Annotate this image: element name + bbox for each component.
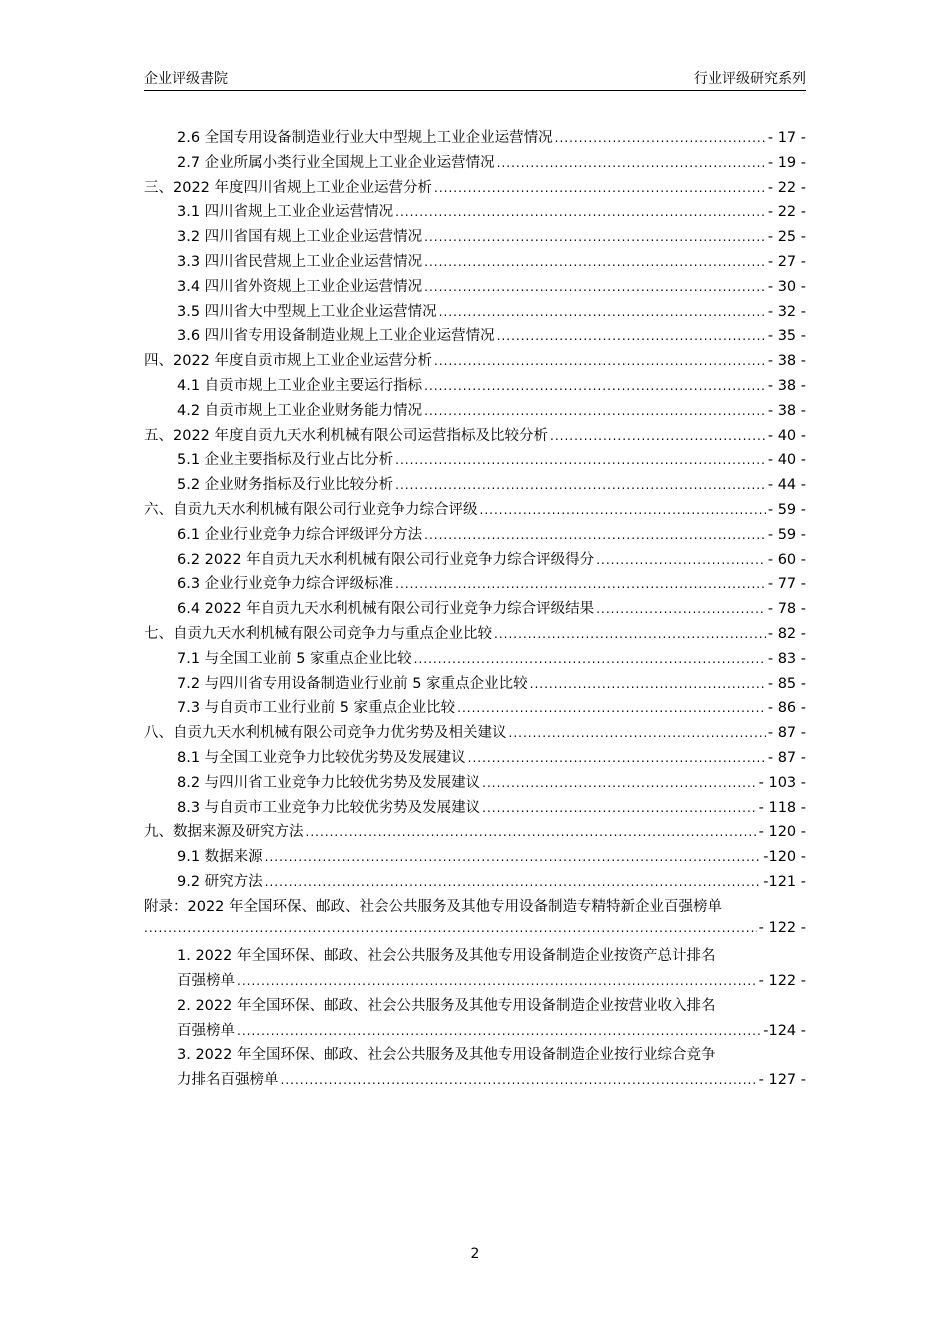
toc-page-number: -121 - [763,873,806,890]
toc-page-number: - 40 - [767,427,806,444]
table-of-contents [144,126,806,1093]
toc-appendix-title: 附录：2022 年全国环保、邮政、社会公共服务及其他专用设备制造专精特新企业百强榜单 [144,898,723,915]
toc-entry[interactable] [144,126,806,151]
toc-entry-title: 九、数据来源及研究方法 [144,824,304,841]
toc-leader-dots [306,824,757,840]
toc-entry-title: 3.6 四川省专用设备制造业规上工业企业运营情况 [177,328,495,345]
toc-page-number: - 83 - [767,650,806,667]
toc-entries [144,126,806,895]
toc-entry-title: 7.1 与全国工业前 5 家重点企业比较 [177,650,412,667]
toc-entry[interactable] [144,374,806,399]
toc-entry-title: 2.7 企业所属小类行业全国规上工业企业运营情况 [177,154,495,171]
toc-entry-title: 6.3 企业行业竞争力综合评级标准 [177,576,394,593]
toc-entry[interactable] [144,275,806,300]
toc-entry[interactable] [144,300,806,325]
toc-page-number: - 86 - [767,700,806,717]
toc-entry[interactable] [144,448,806,473]
toc-entry-title: 4.2 自贡市规上工业企业财务能力情况 [177,402,423,419]
toc-leader-dots [457,700,766,716]
toc-leader-dots [265,849,762,865]
toc-leader-dots [482,800,756,816]
toc-entry-title: 3.1 四川省规上工业企业运营情况 [177,204,394,221]
toc-entry-line2 [144,1019,806,1044]
toc-page-number: - 87 - [767,725,806,742]
toc-page-number: - 44 - [767,477,806,494]
toc-entry-title: 9.2 研究方法 [177,873,263,890]
toc-leader-dots [265,874,762,890]
toc-page-number: - 120 - [758,824,806,841]
toc-entry-title: 5.2 企业财务指标及行业比较分析 [177,477,394,494]
toc-page-number: - 27 - [767,253,806,270]
header-right-text: 行业评级研究系列 [694,71,806,87]
toc-leader-dots [281,1072,757,1088]
toc-entry[interactable] [144,498,806,523]
toc-entry-title-line1: 1. 2022 年全国环保、邮政、社会公共服务及其他专用设备制造企业按资产总计排名 [177,948,716,965]
toc-entry-line2 [144,969,806,994]
toc-leader-dots [395,452,766,468]
toc-leader-dots [596,601,766,617]
toc-entry-title: 9.1 数据来源 [177,849,263,866]
toc-entry[interactable] [144,622,806,647]
toc-entry-title: 七、自贡九天水利机械有限公司竞争力与重点企业比较 [144,625,492,642]
toc-leader-dots [434,180,766,196]
toc-entry-title: 四、2022 年度自贡市规上工业企业运营分析 [144,353,433,370]
toc-leader-dots [144,920,757,936]
toc-leader-dots [395,477,766,493]
toc-page-number: - 32 - [767,303,806,320]
toc-leader-dots [395,204,766,220]
page-number: 2 [470,1246,480,1262]
toc-entry-title: 5.1 企业主要指标及行业占比分析 [177,452,394,469]
toc-entry[interactable] [144,572,806,597]
toc-leader-dots [530,676,766,692]
toc-leader-dots [497,328,766,344]
toc-page-number: - 122 - [758,973,806,990]
toc-entry-title: 6.4 2022 年自贡九天水利机械有限公司行业竞争力综合评级结果 [177,601,595,618]
toc-appendix-entry[interactable] [144,1043,806,1093]
toc-entry[interactable] [144,870,806,895]
toc-entry-title: 八、自贡九天水利机械有限公司竞争力优劣势及相关建议 [144,725,507,742]
toc-entry-title: 2.6 全国专用设备制造业行业大中型规上工业企业运营情况 [177,130,553,146]
toc-leader-dots [468,750,766,766]
toc-page-number: - 82 - [767,625,806,642]
toc-leader-dots [439,304,766,320]
toc-entry-title: 8.1 与全国工业竞争力比较优劣势及发展建议 [177,749,466,766]
toc-leader-dots [424,229,766,245]
toc-entry[interactable] [144,845,806,870]
toc-entry-title: 3.5 四川省大中型规上工业企业运营情况 [177,303,437,320]
toc-entry-title-line1: 3. 2022 年全国环保、邮政、社会公共服务及其他专用设备制造企业按行业综合竞争 [177,1047,716,1064]
toc-page-number: - 60 - [767,551,806,568]
toc-leader-dots [237,973,757,989]
toc-appendix-items [144,944,806,1093]
toc-entry-title-line2: 百强榜单 [177,973,235,990]
toc-page-number: - 38 - [767,377,806,394]
toc-leader-dots [395,576,766,592]
toc-page-number: - 17 - [767,130,806,146]
toc-leader-dots [424,279,766,295]
toc-entry-line2 [144,1068,806,1093]
toc-entry[interactable] [144,324,806,349]
toc-page-number: - 127 - [758,1072,806,1089]
toc-entry[interactable] [144,820,806,845]
toc-leader-dots [497,155,766,171]
toc-page-number: -124 - [763,1022,806,1039]
toc-page-number: - 38 - [767,402,806,419]
toc-entry[interactable] [144,721,806,746]
toc-page-number: - 19 - [767,154,806,171]
toc-page-number: -120 - [763,849,806,866]
toc-appendix-entry[interactable] [144,994,806,1044]
toc-entry[interactable] [144,771,806,796]
toc-entry-title: 6.1 企业行业竞争力综合评级评分方法 [177,526,423,543]
toc-entry[interactable] [144,796,806,821]
toc-entry-title: 7.3 与自贡市工业行业前 5 家重点企业比较 [177,700,456,717]
toc-entry-title: 6.2 2022 年自贡九天水利机械有限公司行业竞争力综合评级得分 [177,551,595,568]
toc-entry[interactable] [144,647,806,672]
toc-entry[interactable] [144,349,806,374]
toc-entry-title-line2: 力排名百强榜单 [177,1072,279,1089]
toc-page-number: - 78 - [767,601,806,618]
toc-entry[interactable] [144,399,806,424]
toc-entry[interactable] [144,424,806,449]
toc-page-number: - 35 - [767,328,806,345]
toc-page-number: - 25 - [767,229,806,246]
toc-page-number: - 30 - [767,278,806,295]
toc-page-number: - 77 - [767,576,806,593]
toc-entry[interactable] [144,200,806,225]
toc-entry[interactable] [144,672,806,697]
toc-page-number: - 103 - [758,774,806,791]
toc-leader-dots [596,552,766,568]
toc-entry[interactable] [144,597,806,622]
toc-leader-dots [480,502,766,518]
toc-leader-dots [494,626,766,642]
page-header [144,68,806,91]
toc-leader-dots [509,725,766,741]
toc-leader-dots [424,403,766,419]
toc-leader-dots [482,775,756,791]
toc-page-number: - 59 - [767,526,806,543]
toc-entry[interactable] [144,250,806,275]
toc-leader-dots [414,651,766,667]
toc-page-number: - 85 - [767,675,806,692]
toc-entry-title: 五、2022 年度自贡九天水利机械有限公司运营指标及比较分析 [144,427,549,444]
toc-entry[interactable] [144,746,806,771]
toc-leader-dots [424,378,766,394]
toc-entry-title: 六、自贡九天水利机械有限公司行业竞争力综合评级 [144,501,478,518]
header-left-text: 企业评级書院 [144,71,228,87]
toc-entry-title: 8.3 与自贡市工业竞争力比较优劣势及发展建议 [177,799,481,816]
toc-leader-dots [237,1023,761,1039]
toc-page-number: - 22 - [767,204,806,221]
toc-page-number: - 40 - [767,452,806,469]
toc-entry-title: 8.2 与四川省工业竞争力比较优劣势及发展建议 [177,774,481,791]
toc-leader-dots [424,527,766,543]
toc-entry-title: 4.1 自贡市规上工业企业主要运行指标 [177,377,423,394]
toc-leader-dots [550,428,766,444]
toc-page-number: - 59 - [767,501,806,518]
toc-entry-title: 3.2 四川省国有规上工业企业运营情况 [177,229,423,246]
toc-entry-title: 7.2 与四川省专用设备制造业行业前 5 家重点企业比较 [177,675,528,692]
toc-leader-dots [424,254,766,270]
toc-entry-title: 3.3 四川省民营规上工业企业运营情况 [177,253,423,270]
toc-entry-title-line2: 百强榜单 [177,1022,235,1039]
toc-leader-dots [555,130,766,146]
toc-appendix-leader-row [144,920,806,945]
toc-entry[interactable] [144,548,806,573]
toc-entry-title: 三、2022 年度四川省规上工业企业运营分析 [144,179,433,196]
toc-entry[interactable] [144,225,806,250]
toc-entry[interactable] [144,696,806,721]
toc-entry[interactable] [144,473,806,498]
toc-page-number: - 38 - [767,353,806,370]
toc-page-number: - 122 - [758,919,806,936]
toc-appendix[interactable] [144,895,806,945]
toc-entry[interactable] [144,176,806,201]
toc-entry-title: 3.4 四川省外资规上工业企业运营情况 [177,278,423,295]
toc-entry[interactable] [144,523,806,548]
toc-appendix-entry[interactable] [144,944,806,994]
toc-entry[interactable] [144,151,806,176]
toc-page-number: - 22 - [767,179,806,196]
toc-page-number: - 118 - [758,799,806,816]
toc-entry-title-line1: 2. 2022 年全国环保、邮政、社会公共服务及其他专用设备制造企业按营业收入排名 [177,997,716,1014]
toc-leader-dots [434,353,766,369]
toc-page-number: - 87 - [767,749,806,766]
